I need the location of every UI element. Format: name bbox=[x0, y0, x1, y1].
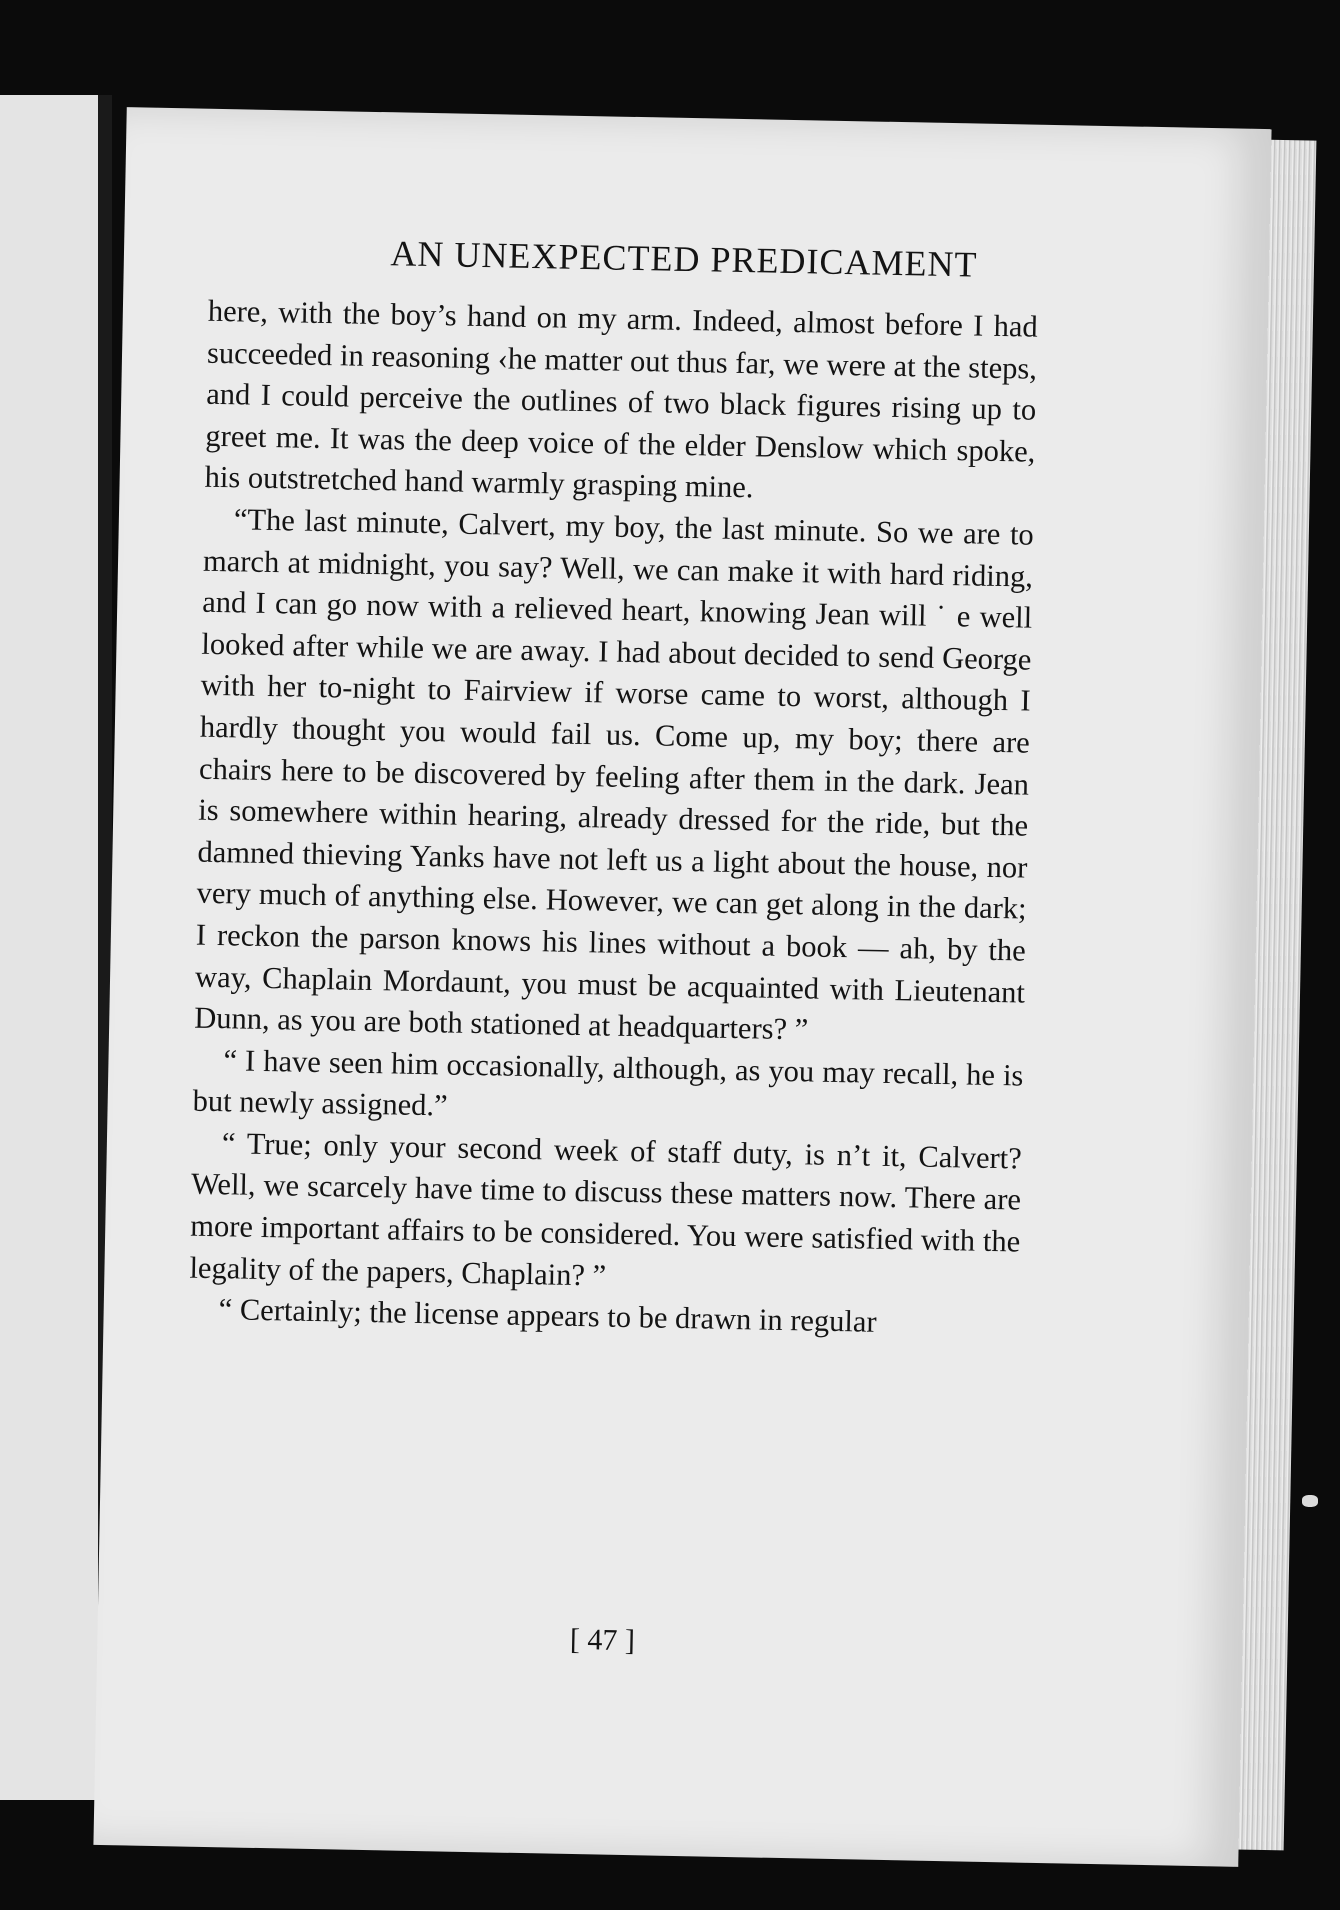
scan-speck bbox=[1302, 1495, 1318, 1507]
page-text bbox=[188, 291, 1038, 1347]
facing-page bbox=[0, 95, 100, 1800]
paragraph: “ Certainly; the license appears to be drawn in regular bbox=[218, 1292, 877, 1340]
paragraph: “ True; only your second week of staff duty, is n’t it, Calvert? Well, we scarcely have time to discuss these matters now. There are more important affairs to be considered. You were satisfied with the legality of the papers, Chaplain? ” bbox=[189, 1126, 1023, 1293]
paragraph: “The last minute, Calvert, my boy, the last minute. So we are to march at midnight, you say? Well, we can make it with hard riding, and I can go now with a relieved heart, knowing Jean will ˙ e well looked after while we are away. I had about decided to send George with her to-night to Fairview if worse came to worst, although I hardly thought you would fail us. Come up, my boy; there are chairs here to be discovered by feeling after them in the dark. Jean is somewhere within hearing, already dressed for the ride, but the damned thieving Yanks have not left us a light about the house, nor very much of anything else. However, we can get along in the dark; I reckon the parson knows his lines without a book — ah, by the way, Chaplain Mordaunt, you must be acquainted with Lieutenant Dunn, as you are both stationed at headquarters? ” bbox=[193, 502, 1035, 1047]
paragraph: “ I have seen him occasionally, although, as you may recall, he is but newly assigned.” bbox=[192, 1042, 1024, 1123]
page-number: [ 47 ] bbox=[569, 1622, 636, 1658]
running-head: AN UNEXPECTED PREDICAMENT bbox=[390, 233, 978, 285]
book-page bbox=[93, 107, 1271, 1867]
paragraph: here, with the boy’s hand on my arm. Indeed, almost before I had succeeded in reasoning ‹he matter out thus far, we were at the steps, and I could perceive the outlines of two black figures rising up to greet me. It was the deep voice of the elder Denslow which spoke, his outstretched hand warmly grasping mine. bbox=[204, 293, 1039, 505]
